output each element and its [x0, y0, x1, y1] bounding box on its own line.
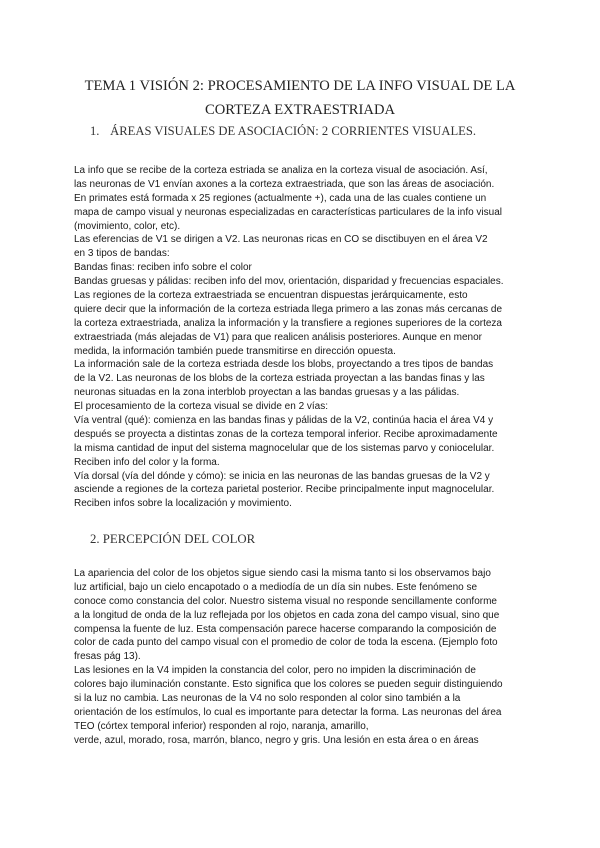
text-line: a la longitud de onda de la luz reflejada por los objetos en cada zona del campo visual, sino que: [74, 609, 500, 621]
text-line: En primates está formada x 25 regiones (actualmente +), cada una de las cuales contiene un: [74, 192, 487, 204]
section-1-body: [74, 164, 534, 511]
text-line: después se proyecta a distintas zonas de la corteza temporal inferior. Recibe aproximadamente: [74, 428, 498, 440]
text-line: (movimiento, color, etc).: [74, 220, 181, 232]
text-line: Las eferencias de V1 se dirigen a V2. Las neuronas ricas en CO se disctibuyen en el área V2: [74, 234, 488, 246]
text-line: Vía dorsal (vía del dónde y cómo): se inicia en las neuronas de las bandas gruesas de la V2 y: [74, 470, 490, 482]
text-line: Vía ventral (qué): comienza en las bandas finas y pálidas de la V2, continúa hacia el área V4 y: [74, 415, 494, 427]
text-line: luz artificial, bajo un cielo encapotado o a mediodía de un día sin nubes. Este fenómeno se: [74, 581, 478, 593]
text-line: Bandas gruesas y pálidas: reciben info del mov, orientación, disparidad y frecuencias espaciales.: [74, 276, 504, 288]
text-line: verde, azul, morado, rosa, marrón, blanco, negro y gris. Una lesión en esta área o en áreas: [74, 734, 479, 746]
text-line: conoce como constancia del color. Nuestro sistema visual no responde sencillamente conforme: [74, 595, 497, 607]
title-line: TEMA 1 VISIÓN 2: PROCESAMIENTO DE LA INFO VISUAL DE LA: [84, 78, 516, 94]
section-title: ÁREAS VISUALES DE ASOCIACIÓN: 2 CORRIENTES VISUALES.: [110, 124, 476, 138]
section-2-body: [74, 567, 534, 748]
text-line: la corteza extraestriada, analiza la información y la transfiere a regiones superiores de la corteza: [74, 317, 502, 329]
text-line: orientación de los estímulos, lo cual es importante para detectar la forma. Las neuronas del área: [74, 706, 502, 718]
text-line: La información sale de la corteza estriada desde los blobs, proyectando a tres tipos de bandas: [74, 359, 494, 371]
text-line: Bandas finas: reciben info sobre el color: [74, 262, 252, 274]
text-line: compensa la fuente de luz. Esta compensación parece hacerse comparando la composición de: [74, 623, 497, 635]
text-line: colores bajo iluminación constante. Esto significa que los colores se pueden seguir distinguiendo: [74, 679, 503, 691]
text-line: La apariencia del color de los objetos sigue siendo casi la misma tanto si los observamos bajo: [74, 568, 491, 579]
text-line: en 3 tipos de bandas:: [74, 248, 170, 260]
text-line: El procesamiento de la corteza visual se divide en 2 vías:: [74, 401, 329, 413]
text-line: quiere decir que la información de la corteza estriada llega primero a las zonas más cercanas de: [74, 303, 503, 315]
text-line: Reciben info del color y la forma.: [74, 456, 220, 468]
text-line: Las regiones de la corteza extraestriada se encuentran dispuestas jerárquicamente, esto: [74, 290, 468, 302]
text-line: la misma cantidad de input del sistema magnocelular que de los sistemas parvo y coniocelular.: [74, 442, 495, 454]
section-1-heading: [90, 124, 476, 139]
text-line: color de cada punto del campo visual con el promedio de color de toda la escena. (Ejemplo foto: [74, 637, 498, 649]
document-title: [80, 74, 520, 122]
text-line: medida, la información también puede transmitirse en dirección opuesta.: [74, 345, 396, 357]
text-line: si la luz no cambia. Las neuronas de la V4 no solo responden al color sino también a la: [74, 693, 461, 705]
text-line: de la V2. Las neuronas de los blobs de la corteza estriada proyectan a las bandas finas y las: [74, 373, 485, 385]
text-line: neuronas situadas en la zona interblob proyectan a las bandas gruesas y a las pálidas.: [74, 387, 460, 399]
text-line: asciende a regiones de la corteza parietal posterior. Recibe principalmente input magnocelular.: [74, 484, 495, 496]
text-line: fresas pág 13).: [74, 651, 141, 663]
text-line: Reciben infos sobre la localización y movimiento.: [74, 498, 292, 510]
text-line: TEO (córtex temporal inferior) responden al rojo, naranja, amarillo,: [74, 720, 369, 732]
text-line: extraestriada (más alejadas de V1) para que realicen análisis posteriores. Aunque en menor: [74, 331, 483, 343]
text-line: La info que se recibe de la corteza estriada se analiza en la corteza visual de asociación. Así,: [74, 165, 488, 176]
title-line: CORTEZA EXTRAESTRIADA: [204, 102, 396, 118]
section-2-heading: 2. PERCEPCIÓN DEL COLOR: [90, 532, 256, 546]
section-number: 1.: [90, 124, 100, 138]
text-line: mapa de campo visual y neuronas especializadas en características particulares de la info visual: [74, 206, 503, 218]
text-line: las neuronas de V1 envían axones a la corteza extraestriada, que son las áreas de asociación.: [74, 178, 495, 190]
text-line: Las lesiones en la V4 impiden la constancia del color, pero no impiden la discriminación de: [74, 665, 476, 677]
